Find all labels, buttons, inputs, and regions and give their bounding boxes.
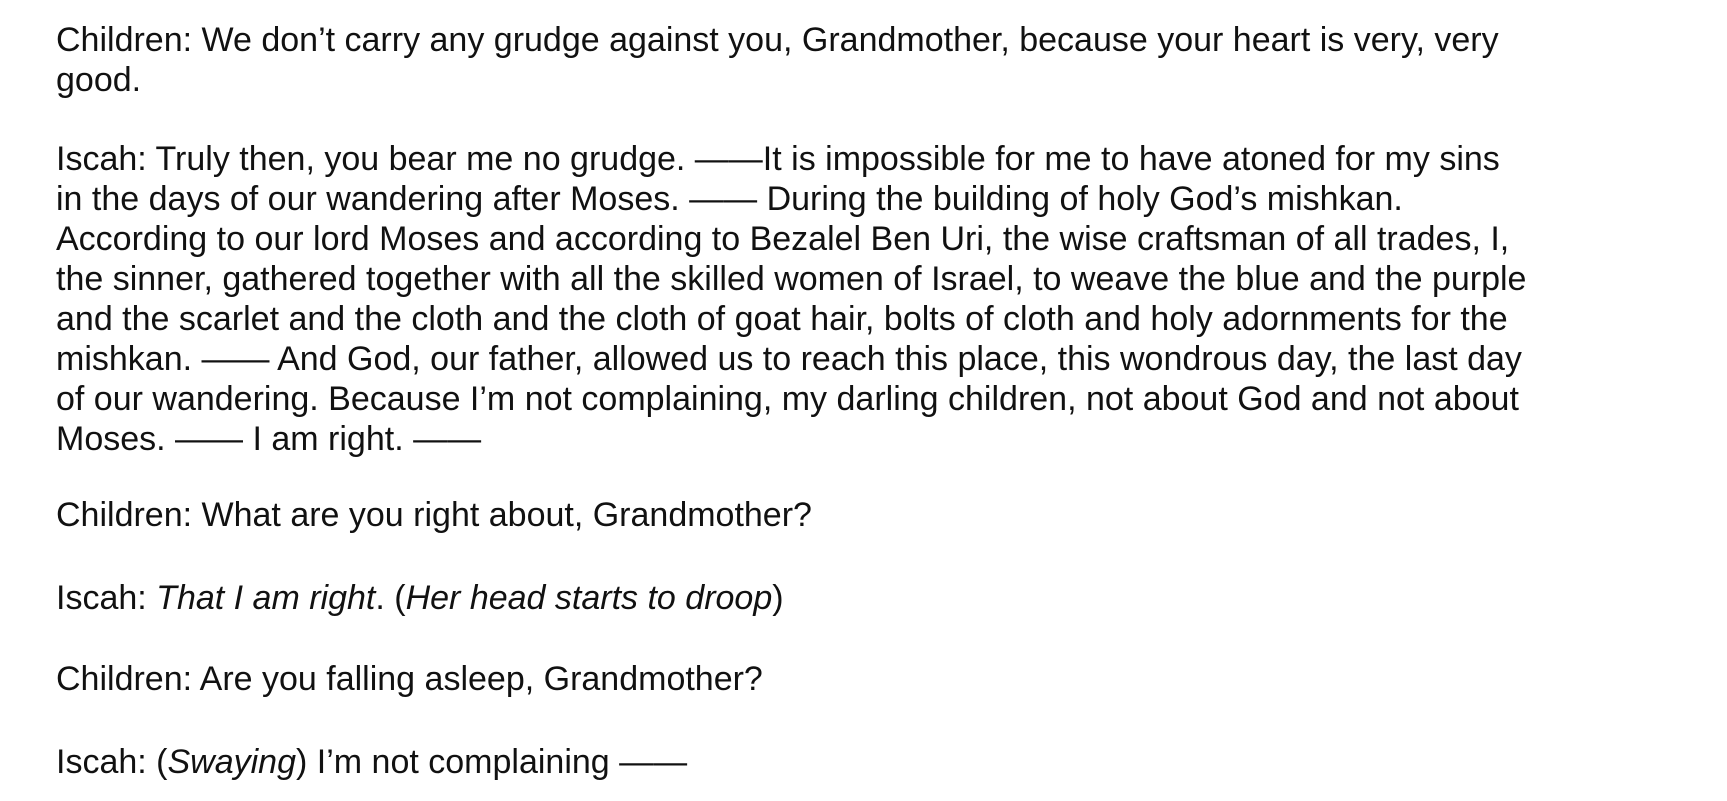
paragraph-iscah-1: [56, 139, 1656, 459]
text-line: and the scarlet and the cloth and the cloth of goat hair, bolts of cloth and holy adornments for the: [56, 300, 1508, 338]
paragraph-iscah-2: [56, 578, 1656, 618]
speaker-label: Iscah:: [56, 579, 157, 617]
text-line: Children: We don’t carry any grudge against you, Grandmother, because your heart is very, very: [56, 21, 1499, 59]
stage-direction: Her head starts to droop: [405, 579, 773, 617]
text-span: ) I’m not complaining ——: [296, 743, 688, 781]
paragraph-children-2: [56, 495, 1656, 535]
text-line: mishkan. —— And God, our father, allowed us to reach this place, this wondrous day, the last day: [56, 340, 1522, 378]
stage-direction: Swaying: [167, 743, 296, 781]
text-line: Moses. —— I am right. ——: [56, 420, 482, 458]
text-line: in the days of our wandering after Moses. —— During the building of holy God’s mishkan.: [56, 180, 1403, 218]
text-span: ): [772, 579, 784, 617]
text-line: Children: What are you right about, Grandmother?: [56, 496, 812, 534]
paragraph-children-3: [56, 659, 1656, 699]
text-line: Children: Are you falling asleep, Grandmother?: [56, 660, 763, 698]
speaker-label: Iscah: (: [56, 743, 168, 781]
italic-text: That I am right: [156, 579, 376, 617]
text-span: . (: [375, 579, 406, 617]
text-line: good.: [56, 61, 142, 99]
text-line: the sinner, gathered together with all the skilled women of Israel, to weave the blue and the purple: [56, 260, 1527, 298]
paragraph-iscah-3: [56, 742, 1656, 782]
paragraph-children-1: [56, 20, 1656, 100]
text-line: of our wandering. Because I’m not complaining, my darling children, not about God and not about: [56, 380, 1519, 418]
text-line: Iscah: Truly then, you bear me no grudge. ——It is impossible for me to have atoned for my sins: [56, 140, 1500, 178]
text-line: [56, 578, 1656, 618]
text-line: [56, 742, 1656, 782]
text-line: According to our lord Moses and according to Bezalel Ben Uri, the wise craftsman of all trades, I,: [56, 220, 1510, 258]
